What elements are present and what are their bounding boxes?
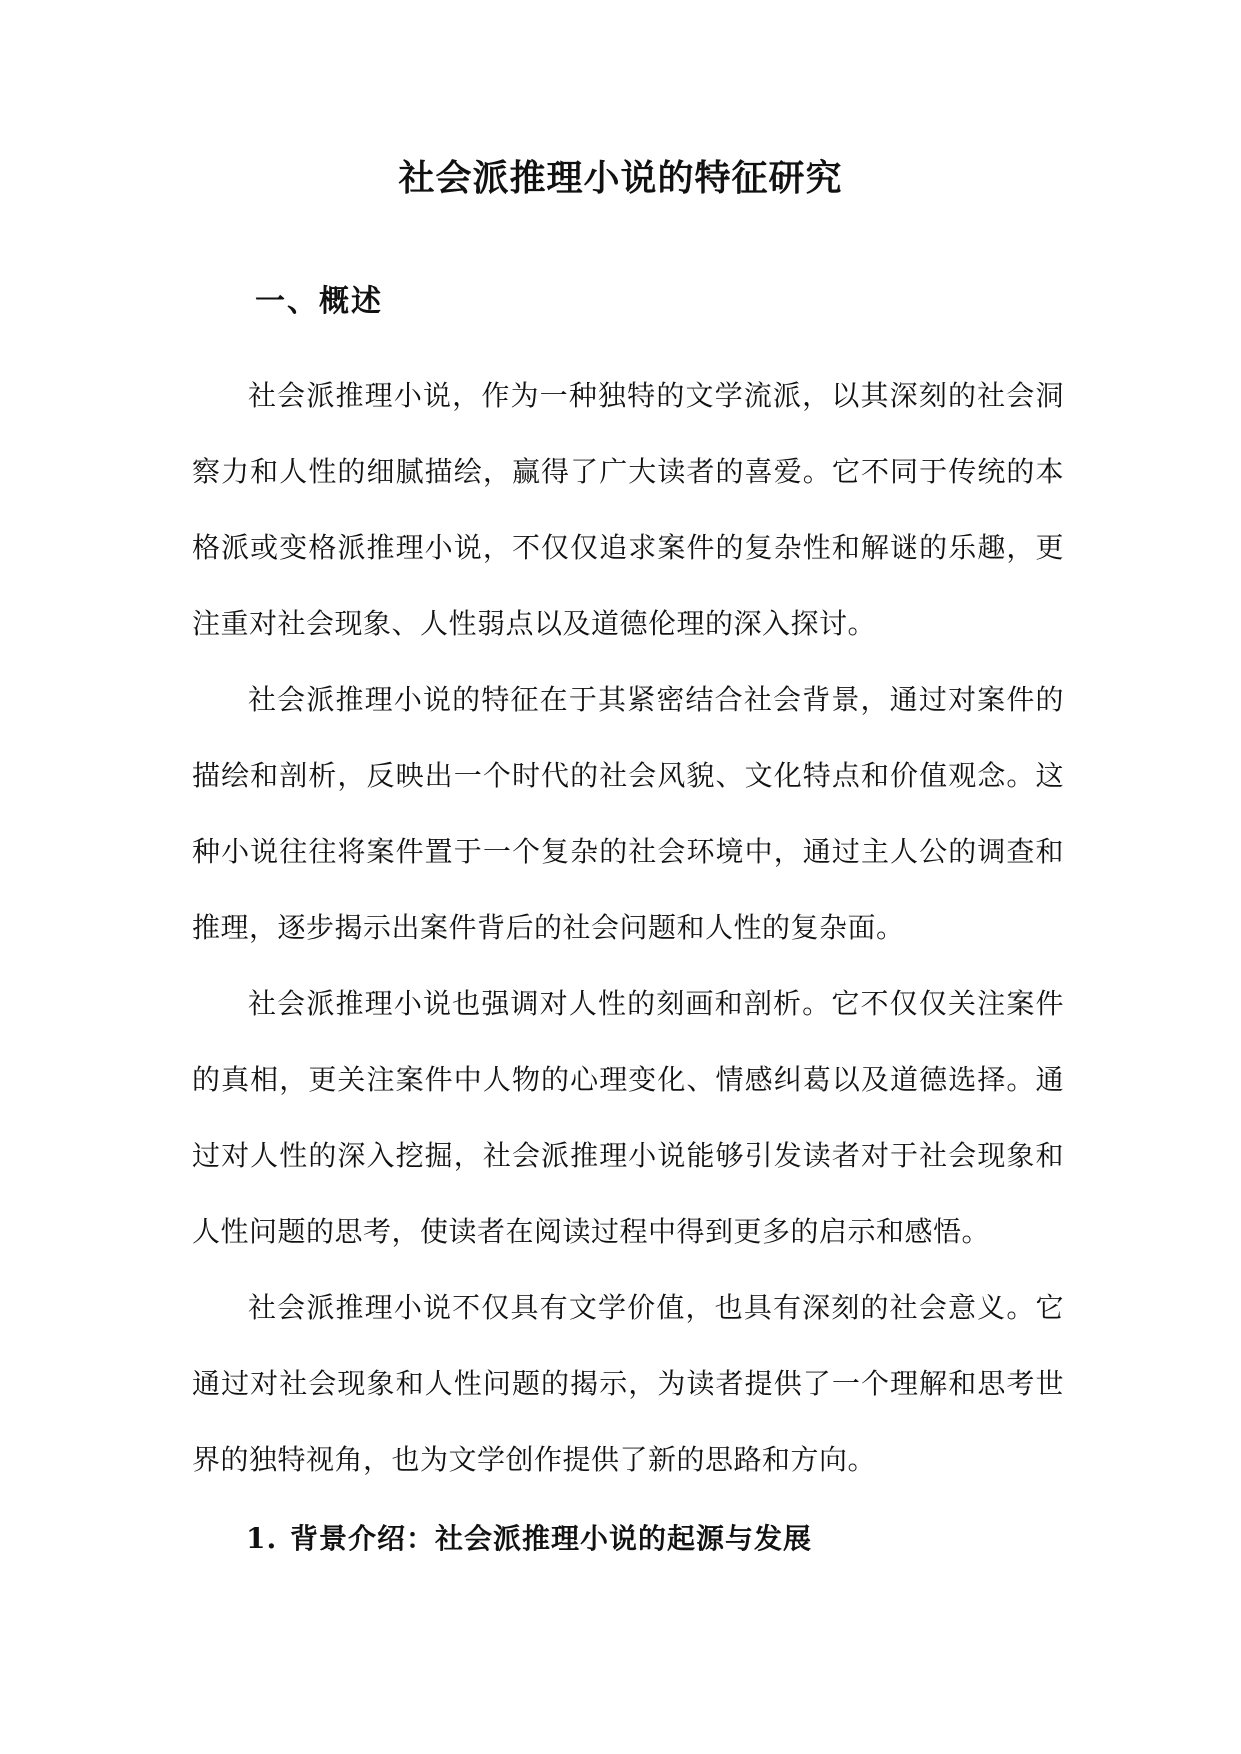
- paragraph: 社会派推理小说不仅具有文学价值，也具有深刻的社会意义。它通过对社会现象和人性问题的揭示，为读者提供了一个理解和思考世界的独特视角，也为文学创作提供了新的思路和方向。: [192, 1291, 1064, 1476]
- paragraph: 社会派推理小说，作为一种独特的文学流派，以其深刻的社会洞察力和人性的细腻描绘，赢得了广大读者的喜爱。它不同于传统的本格派或变格派推理小说，不仅仅追求案件的复杂性和解谜的乐趣，更注重对社会现象、人性弱点以及道德伦理的深入探讨。: [192, 379, 1064, 640]
- document-title: 社会派推理小说的特征研究: [398, 157, 843, 199]
- paragraph: 社会派推理小说的特征在于其紧密结合社会背景，通过对案件的描绘和剖析，反映出一个时代的社会风貌、文化特点和价值观念。这种小说往往将案件置于一个复杂的社会环境中，通过主人公的调查和推理，逐步揭示出案件背后的社会问题和人性的复杂面。: [192, 683, 1064, 944]
- subsection-title: 背景介绍：社会派推理小说的起源与发展: [290, 1522, 813, 1555]
- section-heading-overview: 一、概述: [255, 284, 383, 319]
- paragraph: 社会派推理小说也强调对人性的刻画和剖析。它不仅仅关注案件的真相，更关注案件中人物的心理变化、情感纠葛以及道德选择。通过对人性的深入挖掘，社会派推理小说能够引发读者对于社会现象和人性问题的思考，使读者在阅读过程中得到更多的启示和感悟。: [192, 987, 1064, 1248]
- subsection-number: 1.: [246, 1522, 278, 1555]
- section-body: [192, 358, 1064, 1498]
- subsection-heading: [246, 1517, 812, 1561]
